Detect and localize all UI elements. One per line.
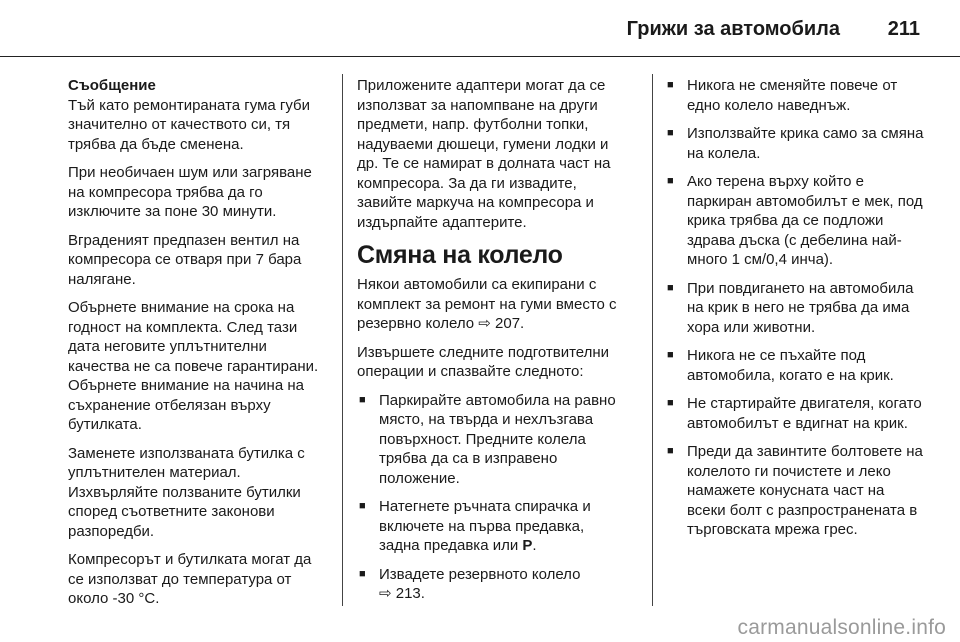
bullet-text: Натегнете ръчната спирачка и включете на първа предавка, задна предавка или bbox=[379, 498, 591, 554]
note-paragraph-4: Обърнете внимание на срока на годност на комплекта. След тази дата неговите уплътнителни качества не са повече гарантирани. Обърнете внимание на начина на съхранение отбелязан върху бутилката. bbox=[68, 299, 319, 433]
adapters-paragraph: Приложените адаптери могат да се използват за напомпване на други предмети, напр. футболни топки, надуваеми дюшеци, гумени лодки и др. Те се намират в долната част на компресора. За да ги извадите, завийте маркуча на компресора и издърпайте адаптерите. bbox=[357, 77, 611, 231]
watermark-text: carmanualsonline.info bbox=[737, 616, 946, 639]
note-paragraph-2: При необичаен шум или загряване на компресора трябва да го изключите за поне 30 минути. bbox=[68, 164, 312, 220]
note-title: Съобщение bbox=[68, 77, 156, 94]
bullet-item: ■ Ако терена върху който е паркиран автомобилът е мек, под крика трябва да се подложи здрава дъска (с дебелина най-много 1 см/0,4 инча). bbox=[665, 172, 925, 270]
page-reference-link[interactable]: ⇨ 207. bbox=[478, 315, 525, 332]
note-paragraph-1: Тъй като ремонтираната гума губи значително от качеството си, тя трябва да бъде сменена. bbox=[68, 96, 310, 153]
bullet-item: ■ Никога не сменяйте повече от едно колело наведнъж. bbox=[665, 76, 925, 115]
section-heading: Смяна на колело bbox=[357, 241, 563, 269]
header-divider bbox=[0, 56, 960, 57]
bullet-text: Извадете резервното колело bbox=[379, 565, 581, 583]
gear-p-symbol: P bbox=[522, 537, 533, 554]
column-middle bbox=[357, 76, 626, 613]
column-right bbox=[665, 76, 925, 549]
preparation-paragraph: Извършете следните подготвителни операции и спазвайте следното: bbox=[357, 343, 610, 380]
page-title: Грижи за автомобила bbox=[626, 18, 840, 40]
bullet-item: ■ При повдигането на автомобила на крик в него не трябва да има хора или животни. bbox=[665, 279, 925, 338]
page-number: 211 bbox=[887, 18, 920, 40]
bullet-end: . bbox=[532, 537, 537, 554]
page-header bbox=[0, 0, 960, 58]
column-divider-2 bbox=[652, 74, 653, 606]
column-divider-1 bbox=[342, 74, 343, 606]
bullet-item: ■ Използвайте крика само за смяна на колела. bbox=[665, 124, 925, 163]
column-left bbox=[68, 76, 330, 618]
bullet-item bbox=[357, 565, 626, 604]
note-paragraph-6: Компресорът и бутилката могат да се използват до температура от около -30 °C. bbox=[68, 551, 312, 607]
page-reference-link[interactable]: ⇨ 213. bbox=[379, 585, 425, 602]
note-paragraph-5: Заменете използваната бутилка с уплътнителен материал. Изхвърляйте ползваните бутилки според съответните законови разпоредби. bbox=[68, 444, 305, 540]
bullet-item: ■ Никога не се пъхайте под автомобила, когато е на крик. bbox=[665, 346, 925, 385]
bullet-item: ■ Преди да завинтите болтовете на колелото ги почистете и леко намажете конусната част на всеки болт с разпространената в търговската мрежа грес. bbox=[665, 442, 925, 540]
note-paragraph-3: Вграденият предпазен вентил на компресора се отваря при 7 бара налягане. bbox=[68, 231, 302, 288]
bullet-item bbox=[357, 497, 626, 556]
intro-text: Някои автомобили са екипирани с комплект за ремонт на гуми вместо с резервно колело bbox=[357, 276, 617, 332]
bullet-item: ■ Не стартирайте двигателя, когато автомобилът е вдигнат на крик. bbox=[665, 394, 925, 433]
intro-paragraph bbox=[357, 275, 626, 334]
bullet-item: ■ Паркирайте автомобила на равно място, на твърда и нехлъзгава повърхност. Предните колела трябва да са в изправено положение. bbox=[357, 391, 626, 489]
